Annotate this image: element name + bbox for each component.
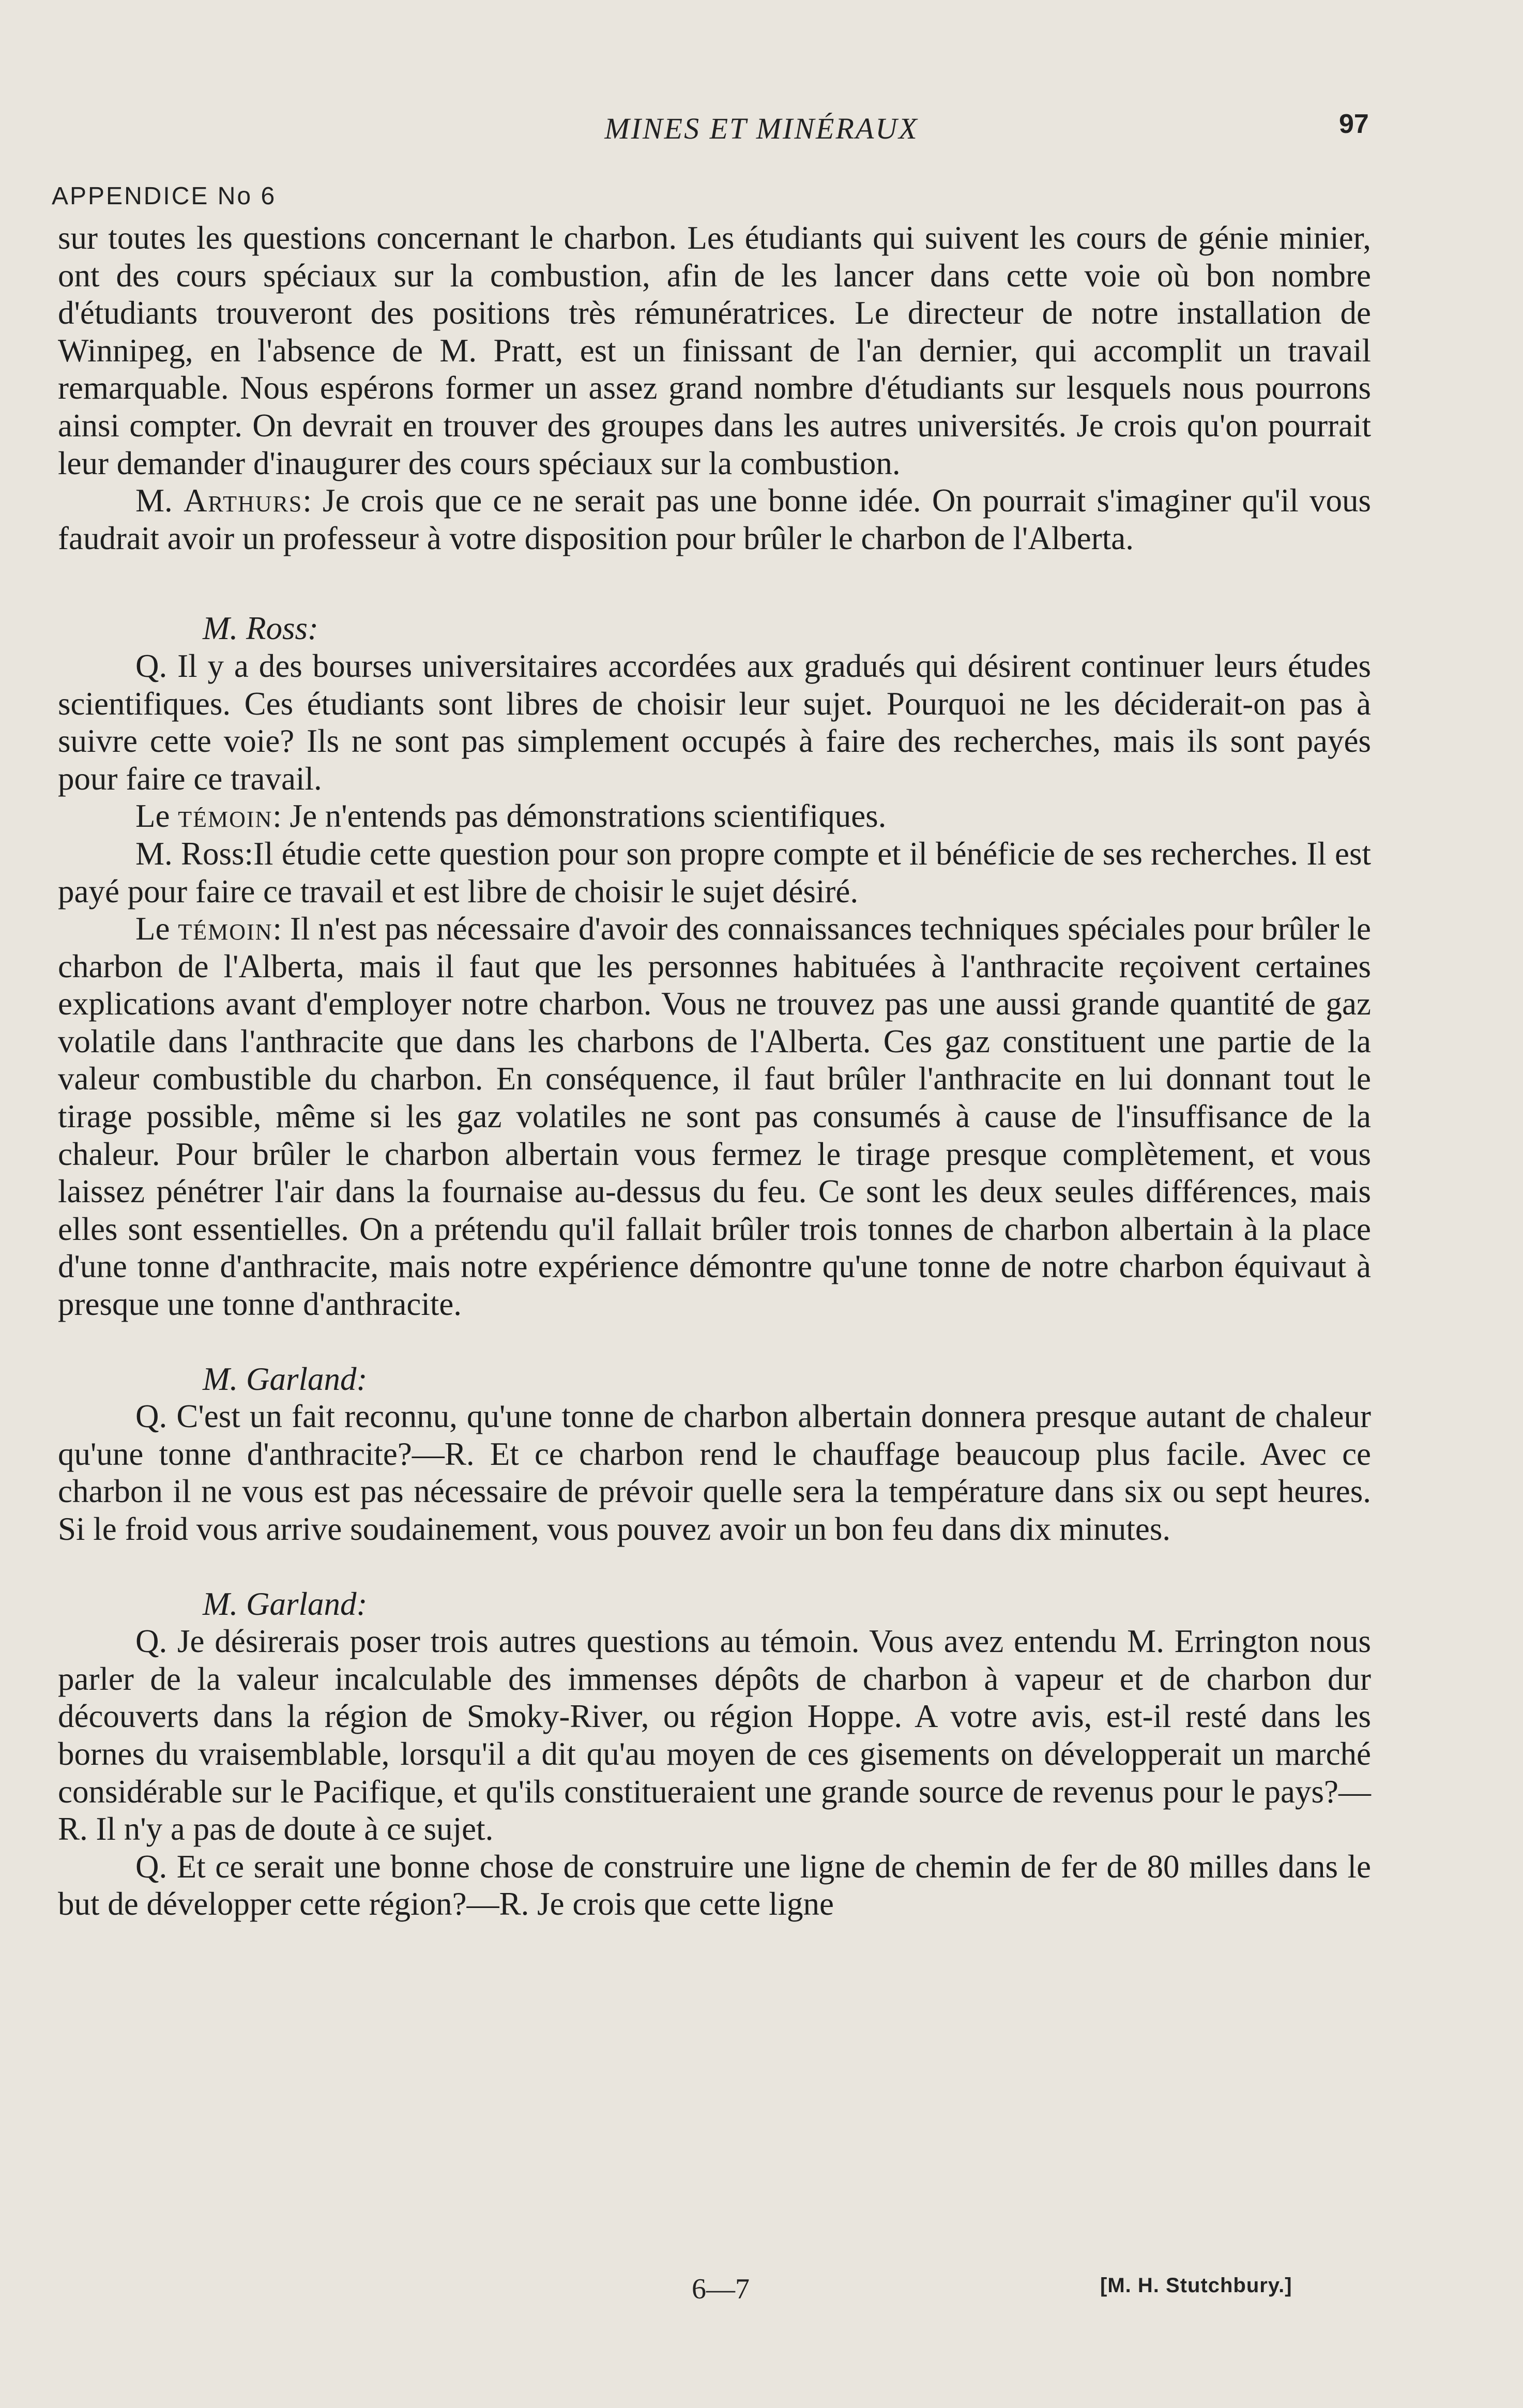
question-ross: Q. Il y a des bourses universitaires accordées aux gradués qui désirent continuer leurs études scientifiques. Ces étudiants sont libres de choisir leur sujet. Pourquoi ne les déciderait-on pas à suivre cette voie? Ils ne sont pas simplement occupés à faire des recherches, mais ils sont payés pour faire ce travail.: [58, 647, 1371, 797]
temoin-text: : Il n'est pas nécessaire d'avoir des connaissances techniques spéciales pour brûler le charbon de l'Alberta, mais il faut que les personnes habituées à l'anthracite reçoivent certaines explications avant d'employer notre charbon. Vous ne trouvez pas une aussi grande quantité de gaz volatile dans l'anthracite que dans les charbons de l'Alberta. Ces gaz constituent une partie de la valeur combustible du charbon. En conséquence, il faut brûler l'anthracite en lui donnant tout le tirage possible, même si les gaz volatiles ne sont pas consumés à cause de l'insuffisance de la chaleur. Pour brûler le charbon albertain vous fermez le tirage presque complètement, et vous laissez pénétrer l'air dans la fournaise au-dessus du feu. Ce sont les deux seules différences, mais elles sont essentielles. On a prétendu qu'il fallait brûler trois tonnes de charbon albertain à la place d'une tonne d'anthracite, mais notre expérience démontre qu'une tonne de notre charbon équivaut à presque une tonne d'anthracite.: [58, 911, 1371, 1323]
paragraph-arthurs: [58, 482, 1371, 557]
paragraph-temoin-1: [58, 797, 1371, 835]
printer-credit: [M. H. Stutchbury.]: [1100, 2274, 1292, 2297]
ross-reply-text: :Il étudie cette question pour son propre compte et il bénéficie de ses recherches. Il est payé pour faire ce travail et est libre de choisir le sujet désiré.: [58, 835, 1371, 910]
signature-mark: 6—7: [692, 2273, 750, 2305]
temoin-prefix: Le: [135, 911, 170, 947]
paragraph-temoin-2: [58, 910, 1371, 1323]
question-garland-2: Q. Je désirerais poser trois autres questions au témoin. Vous avez entendu M. Errington nous parler de la valeur incalculable des immenses dépôts de charbon à vapeur et de charbon dur découverts dans la région de Smoky-River, ou région Hoppe. A votre avis, est-il resté dans les bornes du vraisemblable, lorsqu'il a dit qu'au moyen de ces gisements on développerait un marché considérable sur le Pacifique, et qu'ils constitueraient une grande source de revenus pour le pays?—R. Il n'y a pas de doute à ce sujet.: [58, 1623, 1371, 1847]
temoin-text: : Je n'entends pas démonstrations scientifiques.: [272, 798, 887, 835]
page-number: 97: [1339, 109, 1369, 139]
paragraph-continuation: sur toutes les questions concernant le charbon. Les étudiants qui suivent les cours de génie minier, ont des cours spéciaux sur la combustion, afin de les lancer dans cette voie où bon nombre d'étudiants trouveront des positions très rémunératrices. Le directeur de notre installation de Winnipeg, en l'absence de M. Pratt, est un finissant de l'an dernier, qui accomplit un travail remarquable. Nous espérons former un assez grand nombre d'étudiants sur lesquels nous pourrons ainsi compter. On devrait en trouver des groupes dans les autres universités. Je crois qu'on pourrait leur demander d'inaugurer des cours spéciaux sur la combustion.: [58, 220, 1371, 481]
speaker-heading-garland: M. Garland:: [203, 1360, 368, 1397]
paragraph-ross-reply: [58, 835, 1371, 910]
temoin-label: témoin: [178, 911, 273, 947]
temoin-label: témoin: [178, 798, 273, 835]
arthurs-text: : Je crois que ce ne serait pas une bonne idée. On pourrait s'imaginer qu'il vous faudrait avoir un professeur à votre disposition pour brûler le charbon de l'Alberta.: [58, 482, 1372, 556]
body-text: [58, 219, 1371, 1923]
temoin-prefix: Le: [135, 798, 170, 835]
running-title: MINES ET MINÉRAUX: [604, 112, 919, 145]
ross-label: M. Ross: [135, 835, 245, 872]
appendix-label: APPENDICE No 6: [52, 183, 277, 210]
speaker-heading-garland: M. Garland:: [203, 1585, 368, 1622]
speaker-prefix: M.: [135, 482, 173, 519]
speaker-arthurs: Arthurs: [183, 482, 303, 519]
question-garland-1: Q. C'est un fait reconnu, qu'une tonne de charbon albertain donnera presque autant de chaleur qu'une tonne d'anthracite?—R. Et ce charbon rend le chauffage beaucoup plus facile. Avec ce charbon il ne vous est pas nécessaire de prévoir quelle sera la température dans six ou sept heures. Si le froid vous arrive soudainement, vous pouvez avoir un bon feu dans dix minutes.: [58, 1398, 1371, 1547]
question-garland-3: Q. Et ce serait une bonne chose de construire une ligne de chemin de fer de 80 milles dans le but de développer cette région?—R. Je crois que cette ligne: [58, 1848, 1371, 1922]
speaker-heading-ross: M. Ross:: [203, 610, 318, 647]
